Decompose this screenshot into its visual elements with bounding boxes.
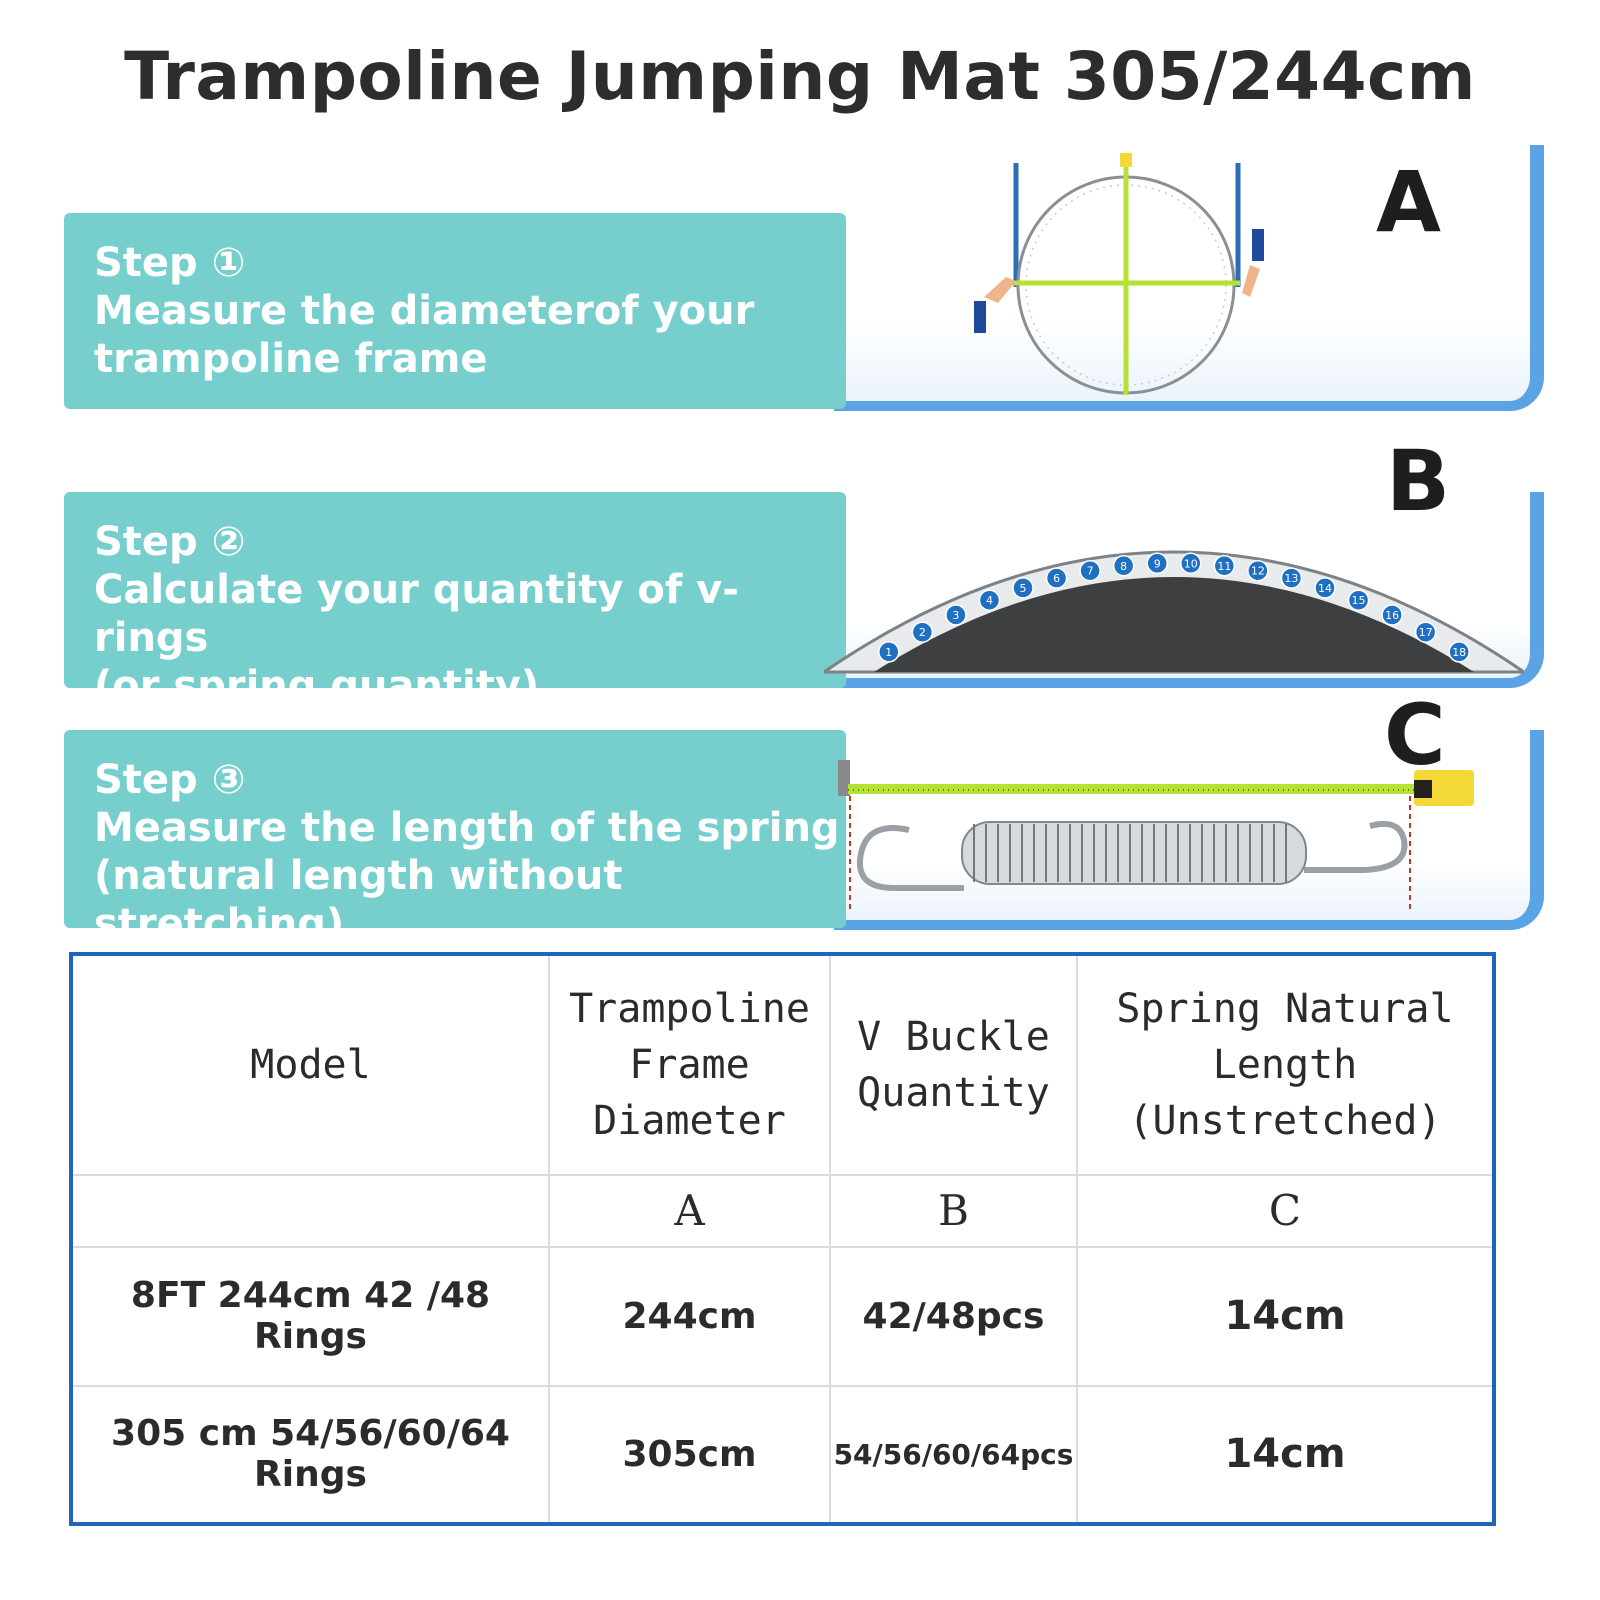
header-buckle-line-2: Quantity <box>857 1069 1050 1116</box>
v-ring-marker <box>1248 561 1268 581</box>
step-c-box <box>64 730 846 947</box>
v-ring-marker <box>1382 605 1402 625</box>
step-a-row <box>64 145 1544 411</box>
v-ring-number: 5 <box>1019 581 1027 595</box>
step-a-line-2: trampoline frame <box>94 336 488 382</box>
v-ring-marker <box>1080 561 1100 581</box>
header-spring-line-3: (Unstretched) <box>1128 1097 1442 1144</box>
v-ring-number: 7 <box>1086 564 1094 578</box>
row-2-model: 305 cm 54/56/60/64 Rings <box>71 1386 549 1525</box>
v-ring-number: 16 <box>1385 608 1400 622</box>
diameter-measure-illustration <box>954 145 1314 405</box>
spring-length-illustration <box>834 760 1484 920</box>
v-ring-marker <box>1013 578 1033 598</box>
letter-cell-c: C <box>1077 1175 1494 1247</box>
table-letter-row <box>71 1175 1494 1247</box>
v-ring-marker <box>979 590 999 610</box>
v-ring-marker <box>1181 553 1201 573</box>
page-title: Trampoline Jumping Mat 305/244cm <box>124 38 1476 115</box>
header-diameter <box>549 954 830 1175</box>
v-ring-marker <box>1114 556 1134 576</box>
step-b-title: Step ② <box>94 519 246 565</box>
v-ring-number: 10 <box>1183 557 1198 571</box>
table-row <box>71 1386 1494 1525</box>
v-ring-marker <box>1147 553 1167 573</box>
v-ring-marker <box>1349 590 1369 610</box>
v-ring-number: 8 <box>1120 559 1128 573</box>
v-ring-marker <box>1281 568 1301 588</box>
letter-cell-a: A <box>549 1175 830 1247</box>
step-c-line-2: (natural length without stretching) <box>94 853 623 947</box>
row-1-diameter: 244cm <box>549 1247 830 1385</box>
step-b-line-1: Calculate your quantity of v-rings <box>94 567 739 661</box>
v-ring-marker <box>1214 556 1234 576</box>
letter-a: A <box>1376 153 1442 251</box>
header-buckle-line-1: V Buckle <box>857 1013 1050 1060</box>
v-ring-number: 12 <box>1250 564 1265 578</box>
row-1-quantity: 42/48pcs <box>830 1247 1077 1385</box>
row-2-quantity: 54/56/60/64pcs <box>830 1386 1077 1525</box>
step-b-box <box>64 492 846 709</box>
v-ring-number: 11 <box>1217 559 1232 573</box>
header-model-line-1: Model <box>250 1041 371 1088</box>
letter-b: B <box>1386 432 1451 530</box>
v-ring-number: 9 <box>1153 557 1161 571</box>
table-row <box>71 1247 1494 1385</box>
v-ring-marker <box>879 642 899 662</box>
v-ring-marker <box>1449 642 1469 662</box>
letter-cell-model <box>71 1175 549 1247</box>
header-diameter-line-2: Frame <box>629 1041 750 1088</box>
letter-c: C <box>1384 686 1446 784</box>
row-2-spring-length: 14cm <box>1077 1386 1494 1525</box>
v-ring-number: 6 <box>1053 572 1061 586</box>
row-2-diameter: 305cm <box>549 1386 830 1525</box>
spec-table <box>69 952 1496 1526</box>
v-ring-number: 1 <box>885 645 893 659</box>
v-ring-number: 2 <box>918 626 926 640</box>
header-spring-length <box>1077 954 1494 1175</box>
header-diameter-line-1: Trampoline <box>569 985 810 1032</box>
row-1-model: 8FT 244cm 42 /48 Rings <box>71 1247 549 1385</box>
v-ring-number: 4 <box>985 594 993 608</box>
letter-cell-b: B <box>830 1175 1077 1247</box>
header-spring-line-2: Length <box>1212 1041 1358 1088</box>
step-c-title: Step ③ <box>94 757 246 803</box>
row-1-spring-length: 14cm <box>1077 1247 1494 1385</box>
v-ring-marker <box>1315 578 1335 598</box>
v-ring-number: 18 <box>1452 645 1467 659</box>
table-header-row <box>71 954 1494 1175</box>
v-ring-marker <box>1416 622 1436 642</box>
v-ring-number: 14 <box>1317 581 1332 595</box>
v-ring-number: 17 <box>1418 626 1433 640</box>
v-ring-marker <box>946 605 966 625</box>
step-a-title: Step ① <box>94 240 246 286</box>
header-diameter-line-3: Diameter <box>593 1097 786 1144</box>
v-ring-marker <box>912 622 932 642</box>
header-spring-line-1: Spring Natural <box>1116 985 1454 1032</box>
v-ring-number: 13 <box>1284 572 1299 586</box>
header-buckle-quantity <box>830 954 1077 1175</box>
v-ring-number: 3 <box>952 608 960 622</box>
step-a-line-1: Measure the diameterof your <box>94 288 755 334</box>
step-c-line-1: Measure the length of the spring <box>94 805 840 851</box>
step-b-line-2: (or spring quantity) <box>94 663 540 709</box>
step-a-box <box>64 213 846 409</box>
v-ring-number: 15 <box>1351 594 1366 608</box>
v-ring-marker <box>1047 568 1067 588</box>
header-model <box>71 954 549 1175</box>
step-b-row <box>64 432 1544 709</box>
